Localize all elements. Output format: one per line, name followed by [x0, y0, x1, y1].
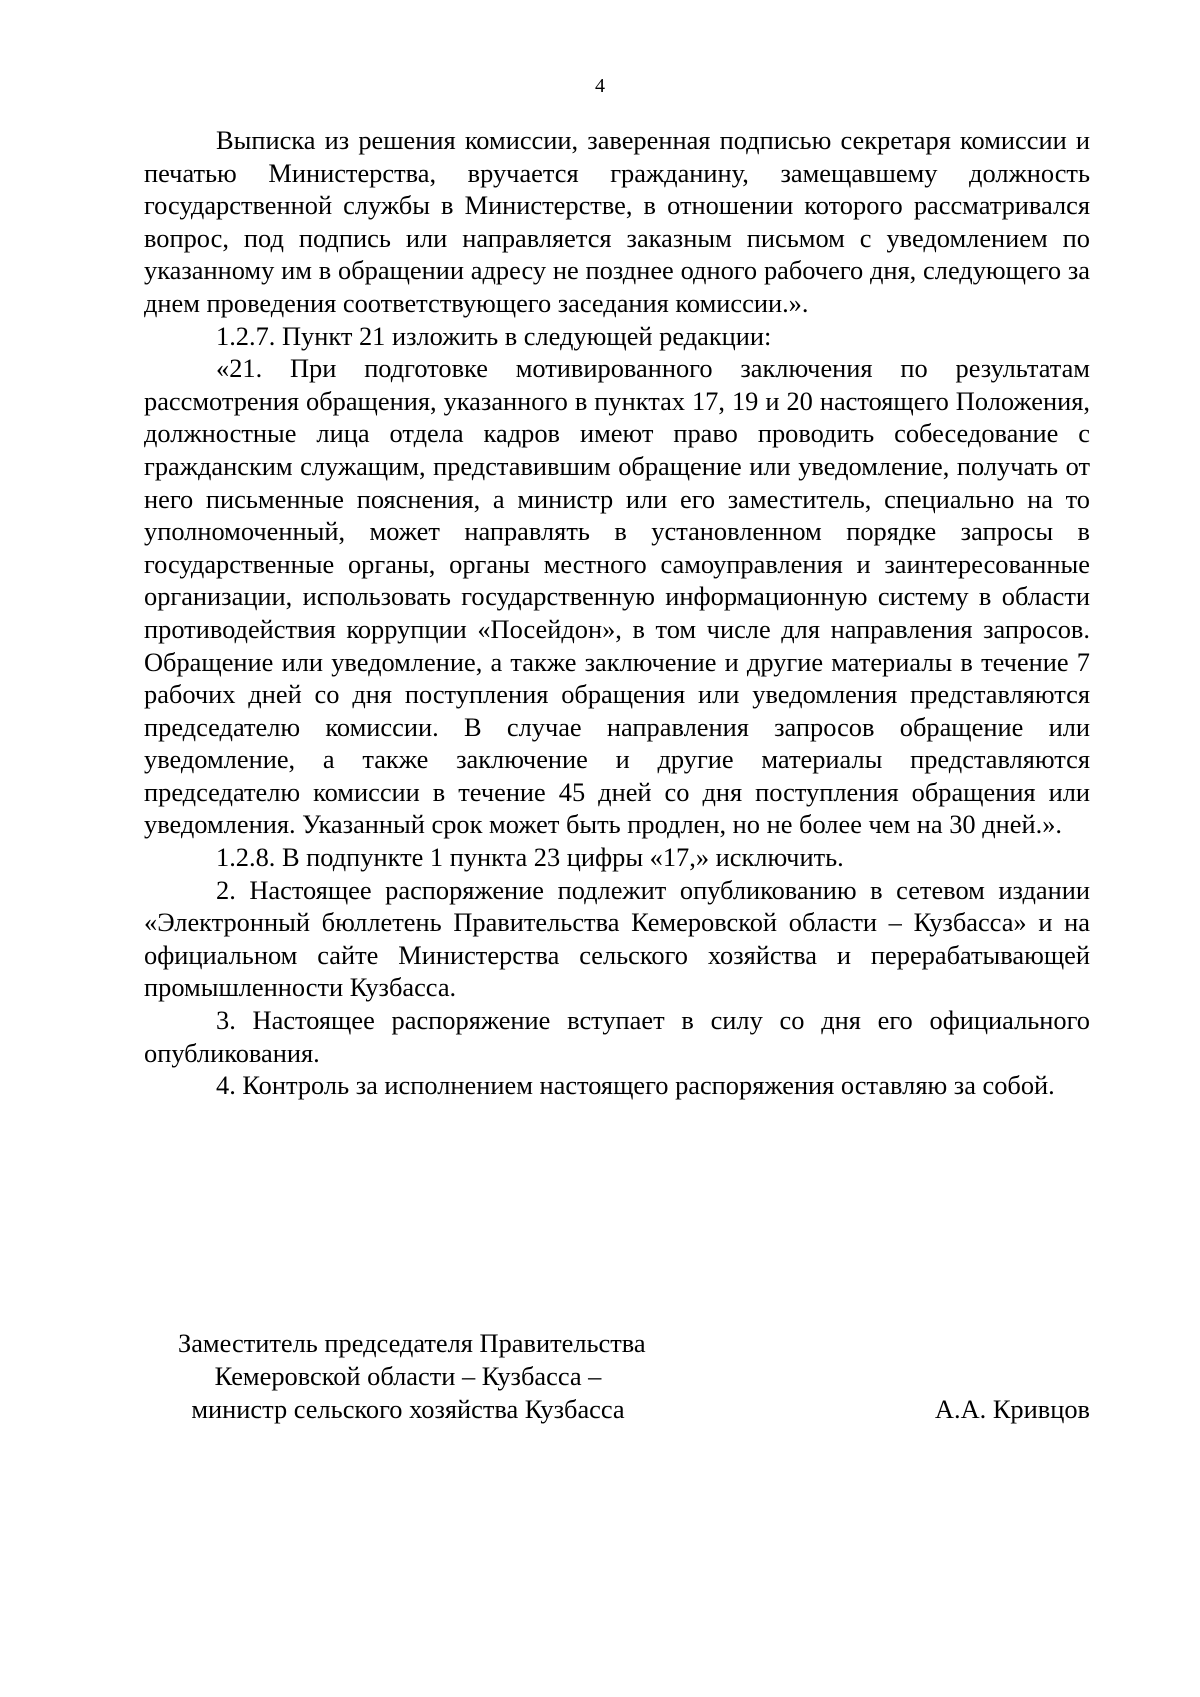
paragraph-4-control: 4. Контроль за исполнением настоящего распоряжения оставляю за собой.: [216, 1070, 1055, 1101]
paragraph-point-21: «21. При подготовке мотивированного заключения по результатам рассмотрения обращения, указанного в пунктах 17, 19 и 20 настоящего Положения, должностные лица отдела кадров имеют право проводить собеседование с гражданским служащим, представившим обращение или уведомление, получать от него письменные пояснения, а министр или его заместитель, специально на то уполномоченный, может направлять в установленном порядке запросы в государственные органы, органы местного самоуправления и заинтересованные организации, использовать государственную информационную систему в области противодействия коррупции «Посейдон», в том числе для направления запросов. Обращение или уведомление, а также заключение и другие материалы в течение 7 рабочих дней со дня поступления обращения или уведомления представляются председателю комиссии. В случае направления запросов обращение или уведомление, а также заключение и другие материалы представляются председателю комиссии в течение 45 дней со дня поступления обращения или уведомления. Указанный срок может быть продлен, но не более чем на 30 дней.».: [144, 353, 1090, 840]
signatory-name: А.А. Кривцов: [934, 1394, 1090, 1424]
paragraph-1-2-7: 1.2.7. Пункт 21 изложить в следующей редакции:: [216, 320, 772, 351]
signatory-position: [178, 1327, 646, 1426]
paragraph-extract-delivery: Выписка из решения комиссии, заверенная подписью секретаря комиссии и печатью Министерства, вручается гражданину, замещавшему должность государственной службы в Министерстве, в отношении которого рассматривался вопрос, под подпись или направляется заказным письмом с уведомлением по указанному им в обращении адресу не позднее одного рабочего дня, следующего за днем проведения соответствующего заседания комиссии.».: [144, 125, 1090, 318]
signatory-position-line: Кемеровской области – Кузбасса –: [214, 1361, 602, 1391]
signatory-position-line: Заместитель председателя Правительства: [178, 1328, 646, 1358]
document-body: [144, 124, 1090, 1102]
signatory-position-line: министр сельского хозяйства Кузбасса: [191, 1394, 625, 1424]
paragraph-2-publication: 2. Настоящее распоряжение подлежит опубликованию в сетевом издании «Электронный бюллетень Правительства Кемеровской области – Кузбасса» и на официальном сайте Министерства сельского хозяйства и перерабатывающей промышленности Кузбасса.: [144, 874, 1090, 1003]
paragraph-3-effect: 3. Настоящее распоряжение вступает в силу со дня его официального опубликования.: [144, 1005, 1090, 1068]
page-number: 4: [595, 75, 605, 97]
paragraph-1-2-8: 1.2.8. В подпункте 1 пункта 23 цифры «17,» исключить.: [216, 842, 844, 873]
